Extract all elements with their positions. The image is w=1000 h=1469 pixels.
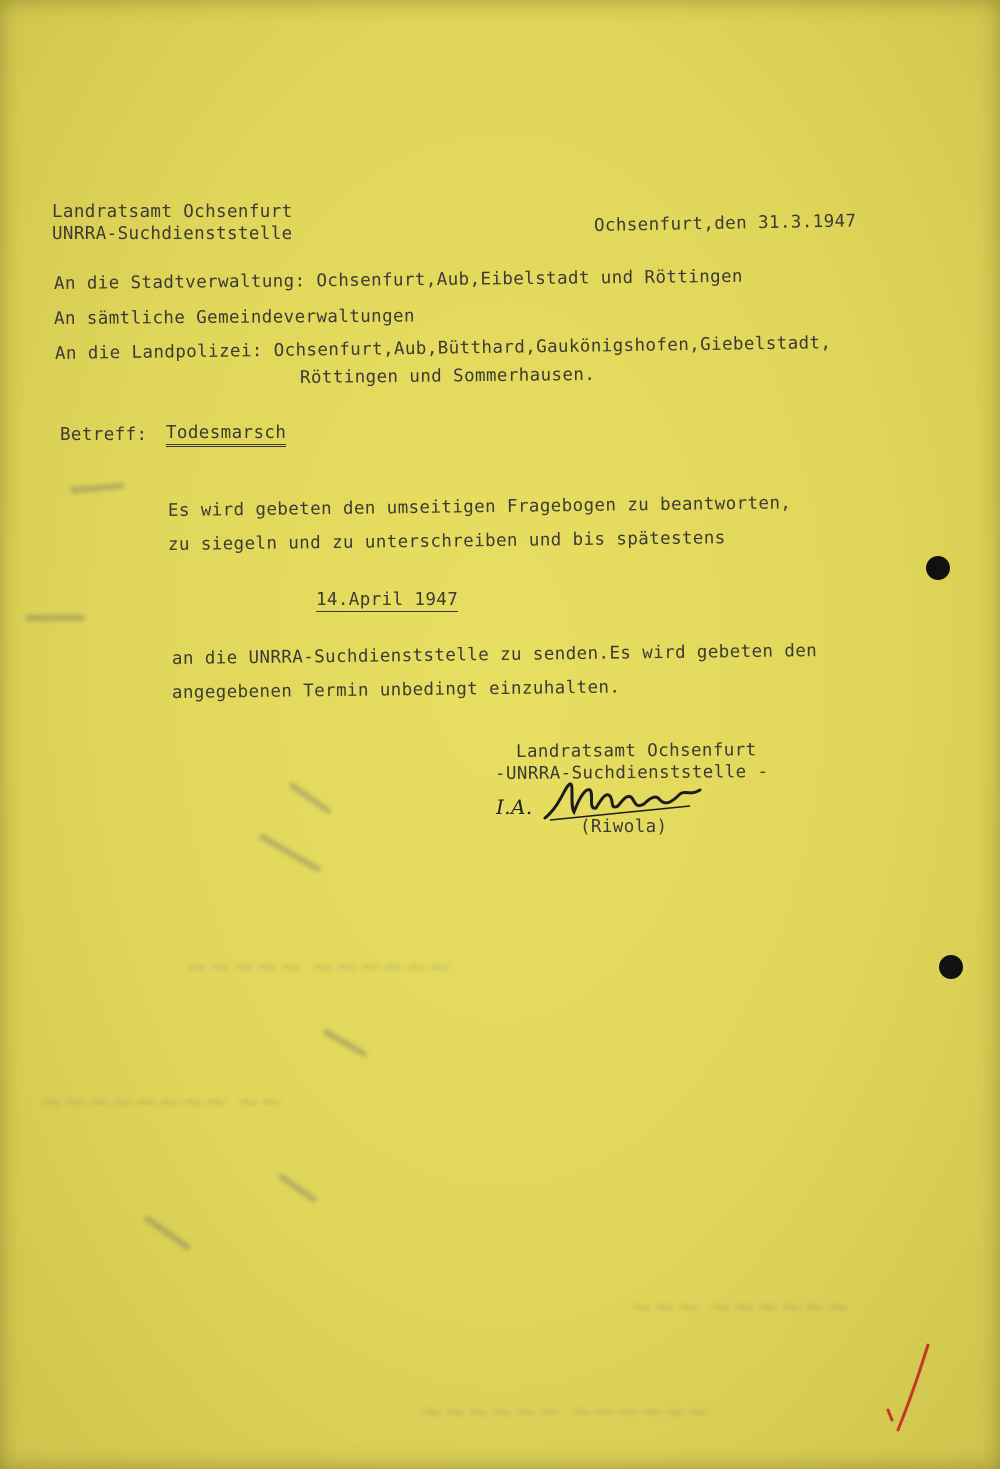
bleed-through-mark: ~~~~~~~~ ~~	[40, 1085, 284, 1118]
signature-office-line1: Landratsamt Ochsenfurt	[515, 740, 757, 762]
bleed-through-mark: ~~~~~~ ~~~~~~	[420, 1395, 711, 1428]
ia-abbreviation: I.A.	[496, 795, 533, 819]
subject-label: Betreff:	[60, 425, 148, 445]
recipient-line: Röttingen und Sommerhausen.	[299, 364, 596, 388]
body-paragraph-line: zu siegeln und zu unterschreiben und bis spätestens	[167, 528, 726, 555]
bleed-through-mark	[143, 1215, 191, 1251]
subject-value: Todesmarsch	[166, 425, 286, 447]
signatory-name: (Riwola)	[580, 817, 668, 837]
bleed-through-mark	[277, 1173, 317, 1204]
sender-office-line2: UNRRA-Suchdienststelle	[52, 224, 293, 244]
bleed-through-mark	[70, 483, 125, 494]
body-paragraph-line: angegebenen Termin unbedingt einzuhalten.	[171, 677, 621, 703]
recipient-line: An die Landpolizei: Ochsenfurt,Aub,Bütthard,Gaukönigshofen,Giebelstadt,	[54, 333, 832, 364]
body-paragraph-line: an die UNRRA-Suchdienststelle zu senden.Es wird gebeten den	[171, 641, 818, 669]
bleed-through-mark	[288, 781, 332, 815]
signature-office-line2: -UNRRA-Suchdienststelle -	[494, 762, 769, 784]
bleed-through-mark	[258, 833, 322, 873]
bleed-through-mark: ~~~ ~~~~~~	[630, 1290, 851, 1323]
body-paragraph-line: Es wird gebeten den umseitigen Fragebogen zu beantworten,	[167, 493, 792, 521]
recipient-line: An sämtliche Gemeindeverwaltungen	[53, 306, 415, 329]
deadline-date: 14.April 1947	[316, 590, 459, 610]
punch-hole	[926, 556, 950, 580]
bleed-through-mark	[25, 615, 85, 621]
red-pencil-mark	[878, 1340, 938, 1440]
place-date: Ochsenfurt,den 31.3.1947	[593, 211, 857, 236]
recipient-line: An die Stadtverwaltung: Ochsenfurt,Aub,Eibelstadt und Röttingen	[53, 266, 744, 294]
bleed-through-mark: ~~~~~ ~~~~~~	[185, 950, 452, 983]
bleed-through-mark	[322, 1028, 368, 1058]
sender-office-line1: Landratsamt Ochsenfurt	[52, 202, 293, 222]
punch-hole	[939, 955, 963, 979]
